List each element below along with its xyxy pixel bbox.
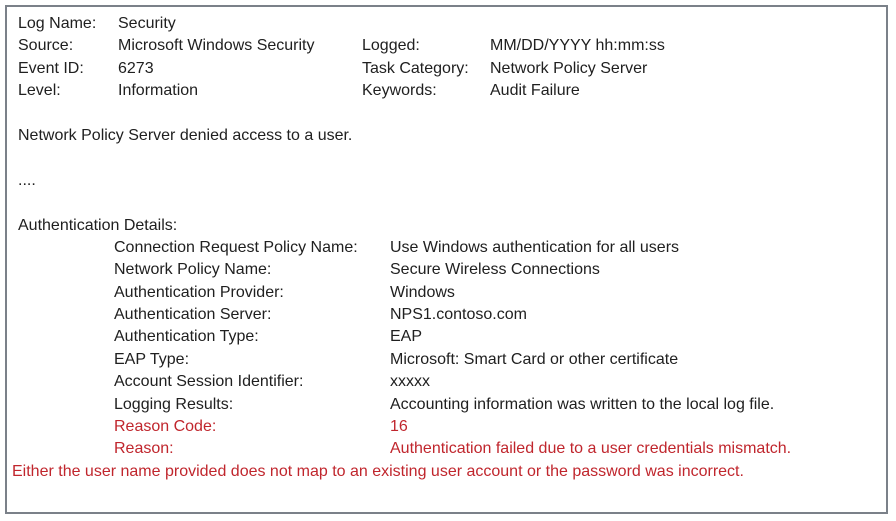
detail-label: Authentication Provider: — [114, 283, 284, 301]
detail-value: Use Windows authentication for all users — [390, 238, 680, 256]
source-value: Microsoft Windows Security — [118, 37, 315, 55]
truncation-ellipsis-text: .... — [18, 171, 36, 189]
log-name-value: Security — [118, 15, 176, 32]
event-id-value: 6273 — [118, 59, 154, 77]
logged-label: Logged: — [362, 37, 420, 55]
task-category-label: Task Category: — [362, 59, 469, 77]
header-row-source — [18, 35, 886, 57]
detail-value: Authentication failed due to a user credentials mismatch. — [390, 440, 792, 458]
truncation-ellipsis — [18, 170, 886, 192]
detail-value: NPS1.contoso.com — [390, 306, 527, 324]
detail-row-reason — [18, 438, 886, 460]
authentication-details-heading — [18, 215, 886, 237]
event-log-content — [7, 7, 886, 483]
level-value: Information — [118, 82, 199, 100]
header-row-level — [18, 80, 886, 102]
header-row-event-id — [18, 58, 886, 80]
event-log-panel — [5, 5, 888, 514]
failure-explanation-text: Either the user name provided does not map to an existing user account or the password was incorrect. — [12, 462, 744, 480]
detail-label: EAP Type: — [114, 350, 190, 368]
detail-row-authentication-provider — [18, 282, 886, 304]
level-label: Level: — [18, 82, 61, 100]
spacer — [18, 192, 886, 214]
detail-row-logging-results — [18, 394, 886, 416]
detail-value: xxxxx — [390, 373, 430, 391]
detail-row-connection-request-policy — [18, 237, 886, 259]
detail-label: Network Policy Name: — [114, 261, 272, 279]
detail-label: Logging Results: — [114, 395, 234, 413]
detail-value: Accounting information was written to the local log file. — [390, 395, 775, 413]
detail-value: 16 — [390, 418, 408, 436]
detail-label: Reason: — [114, 440, 174, 458]
source-label: Source: — [18, 37, 74, 55]
detail-row-account-session-identifier — [18, 371, 886, 393]
detail-value: Windows — [390, 283, 455, 301]
detail-label: Reason Code: — [114, 418, 217, 436]
detail-value: EAP — [390, 328, 423, 346]
detail-row-network-policy-name — [18, 259, 886, 281]
detail-label: Authentication Type: — [114, 328, 259, 346]
detail-label: Account Session Identifier: — [114, 373, 304, 391]
detail-label: Authentication Server: — [114, 306, 272, 324]
detail-value: Microsoft: Smart Card or other certificate — [390, 350, 679, 368]
detail-row-reason-code — [18, 416, 886, 438]
header-row-log-name — [18, 13, 886, 35]
keywords-label: Keywords: — [362, 82, 437, 100]
detail-label: Connection Request Policy Name: — [114, 238, 358, 256]
detail-row-authentication-type — [18, 326, 886, 348]
logged-value: MM/DD/YYYY hh:mm:ss — [490, 37, 665, 55]
authentication-details-heading-text: Authentication Details: — [18, 216, 178, 234]
event-description — [18, 125, 886, 147]
spacer — [18, 103, 886, 125]
spacer — [18, 147, 886, 169]
event-id-label: Event ID: — [18, 59, 84, 77]
event-description-text: Network Policy Server denied access to a user. — [18, 126, 353, 144]
keywords-value: Audit Failure — [490, 82, 580, 100]
detail-value: Secure Wireless Connections — [390, 261, 600, 279]
task-category-value: Network Policy Server — [490, 59, 648, 77]
detail-row-authentication-server — [18, 304, 886, 326]
log-name-label: Log Name: — [18, 15, 97, 32]
failure-explanation — [12, 461, 886, 483]
detail-row-eap-type — [18, 349, 886, 371]
